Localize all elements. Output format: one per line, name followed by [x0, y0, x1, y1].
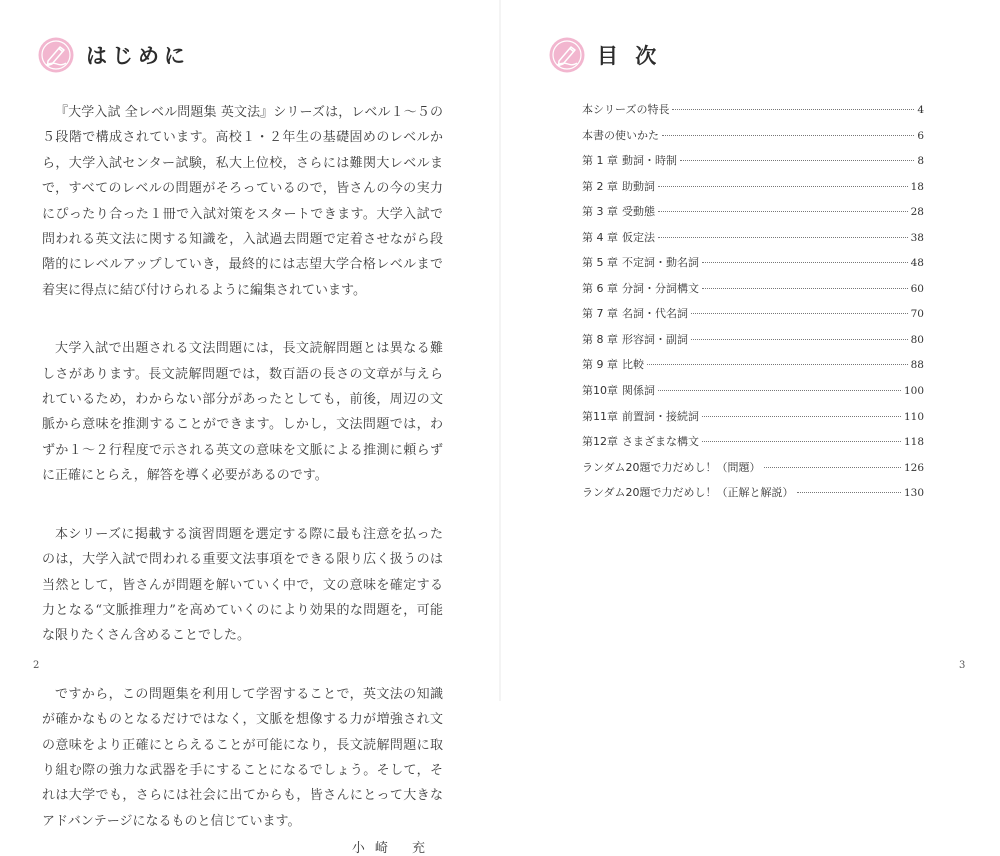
toc-leader-dots: [658, 186, 908, 187]
toc-entry-title: 不定詞・動名詞: [622, 256, 699, 270]
toc-entry[interactable]: [582, 356, 924, 382]
author-name: 小崎 充: [351, 841, 435, 856]
toc-leader-dots: [658, 390, 901, 391]
toc-page-number: 4: [917, 104, 924, 116]
toc-page-number: 88: [910, 359, 924, 372]
toc-heading: [549, 37, 661, 73]
right-page: [500, 0, 1000, 701]
toc-entry[interactable]: [582, 408, 924, 434]
pencil-emblem-icon: [549, 37, 585, 73]
toc-entry-title: 関係詞: [622, 384, 655, 398]
toc-entry[interactable]: [582, 305, 924, 331]
toc-title: 目 次: [597, 44, 662, 68]
toc-entry-title: 本シリーズの特長: [582, 103, 670, 116]
toc-leader-dots: [691, 339, 908, 340]
toc-entry-title: 前置詞・接続詞: [622, 409, 699, 423]
preface-paragraph: 大学入試で出題される文法問題には，長文読解問題とは異なる難しさがあります。長文読解問題では，数百語の長さの文章が与えられているため，わからない部分があったとしても，前後，周辺の文脈から意味を推測することができます。しかし，文法問題では，わずか１～２行程度で示される英文の意味を文脈による推測に頼らずに正確にとらえ，解答を導く必要があるのです。: [42, 341, 443, 484]
toc-page-number: 110: [903, 410, 924, 423]
toc-page-number: 48: [910, 257, 924, 270]
toc-page-number: 8: [917, 155, 924, 168]
toc-entry[interactable]: [582, 382, 924, 408]
toc-leader-dots: [647, 364, 908, 365]
toc-leader-dots: [702, 262, 908, 263]
toc-entry[interactable]: [582, 459, 924, 485]
toc-chapter-number: 第 3 章: [582, 205, 618, 219]
toc-entry[interactable]: [582, 433, 924, 459]
toc-page-number: 6: [917, 129, 924, 142]
toc-entry-title: 名詞・代名詞: [622, 307, 688, 321]
toc-chapter-number: 第 9 章: [582, 358, 618, 372]
preface-heading: [38, 37, 190, 73]
toc-chapter-number: 第 7 章: [582, 307, 618, 321]
toc-entry[interactable]: [582, 331, 924, 357]
page-number-right: 3: [959, 660, 966, 671]
toc-entry-title: ランダム20題で力だめし！（問題）: [582, 460, 761, 474]
toc-chapter-number: 第11章: [582, 409, 618, 423]
toc-leader-dots: [764, 467, 901, 468]
toc-entry[interactable]: [582, 254, 924, 280]
toc-page-number: 130: [903, 487, 924, 500]
toc-leader-dots: [702, 441, 901, 442]
toc-entry-title: 本書の使いかた: [582, 128, 659, 142]
toc-page-number: 28: [910, 206, 924, 219]
toc-entry-title: 形容詞・副詞: [622, 332, 688, 346]
toc-chapter-number: 第10章: [582, 384, 618, 398]
toc-entry-title: 比較: [622, 358, 644, 372]
toc-entry[interactable]: [582, 101, 924, 127]
toc-entry[interactable]: [582, 203, 924, 229]
toc-leader-dots: [658, 237, 908, 238]
preface-body: [42, 100, 443, 856]
toc-leader-dots: [672, 109, 914, 110]
toc-page-number: 60: [910, 282, 924, 295]
toc-entry-title: 分詞・分詞構文: [622, 281, 699, 295]
toc-entry-title: 受動態: [622, 205, 655, 219]
toc-entry[interactable]: [582, 229, 924, 255]
toc-entry-title: 仮定法: [622, 230, 655, 244]
toc-entry-title: さまざまな構文: [622, 435, 699, 449]
table-of-contents: [582, 101, 924, 510]
toc-page-number: 70: [910, 308, 924, 321]
toc-leader-dots: [702, 288, 908, 289]
toc-leader-dots: [662, 135, 914, 136]
toc-chapter-number: 第 4 章: [582, 230, 618, 244]
toc-chapter-number: 第 6 章: [582, 281, 618, 295]
toc-leader-dots: [797, 492, 901, 493]
toc-entry[interactable]: [582, 484, 924, 510]
toc-page-number: 80: [910, 333, 924, 346]
preface-title: はじめに: [86, 44, 190, 68]
toc-leader-dots: [702, 416, 901, 417]
page-number-left: 2: [33, 660, 40, 671]
preface-paragraph: 『大学入試 全レベル問題集 英文法』シリーズは，レベル１～５の５段階で構成されています。高校１・２年生の基礎固めのレベルから，大学入試センター試験，私大上位校，さらには難関大レベルまで，すべてのレベルの問題がそろっているので，皆さんの今の実力にぴったり合った１冊で入試対策をスタートできます。大学入試で問われる英文法に関する知識を，入試過去問題で定着させながら段階的にレベルアップしていき，最終的には志望大学合格レベルまで着実に得点に結び付けられるように編集されています。: [42, 105, 443, 298]
toc-leader-dots: [658, 211, 908, 212]
toc-entry[interactable]: [582, 280, 924, 306]
toc-entry[interactable]: [582, 178, 924, 204]
toc-chapter-number: 第12章: [582, 435, 618, 449]
toc-chapter-number: 第 5 章: [582, 256, 618, 270]
toc-entry-title: 助動詞: [622, 179, 655, 193]
toc-entry[interactable]: [582, 127, 924, 153]
toc-chapter-number: 第 2 章: [582, 179, 618, 193]
toc-leader-dots: [691, 313, 908, 314]
toc-entry-title: 動詞・時制: [622, 154, 677, 168]
toc-entry-title: ランダム20題で力だめし！（正解と解説）: [582, 486, 794, 500]
toc-page-number: 118: [903, 436, 924, 449]
toc-entry[interactable]: [582, 152, 924, 178]
toc-page-number: 126: [903, 461, 924, 474]
preface-paragraph: 本シリーズに掲載する演習問題を選定する際に最も注意を払ったのは，大学入試で問われる重要文法事項をできる限り広く扱うのは当然として，皆さんが問題を解いていく中で，文の意味を確定する力となる“文脈推理力”を高めていくのにより効果的な問題を，可能な限りたくさん含めることでした。: [42, 526, 443, 644]
toc-page-number: 38: [910, 231, 924, 244]
toc-page-number: 100: [903, 385, 924, 398]
toc-page-number: 18: [910, 180, 924, 193]
toc-leader-dots: [680, 160, 914, 161]
toc-chapter-number: 第 8 章: [582, 332, 618, 346]
toc-chapter-number: 第 1 章: [582, 154, 618, 168]
preface-paragraph: ですから，この問題集を利用して学習することで，英文法の知識が確かなものとなるだけではなく，文脈を想像する力が増強され文の意味をより正確にとらえることが可能になり，長文読解問題に取り組む際の強力な武器を手にすることになるでしょう。そして，それは大学でも，さらには社会に出てからも，皆さんにとって大きなアドバンテージになるものと信じています。: [42, 686, 443, 829]
pencil-emblem-icon: [38, 37, 74, 73]
